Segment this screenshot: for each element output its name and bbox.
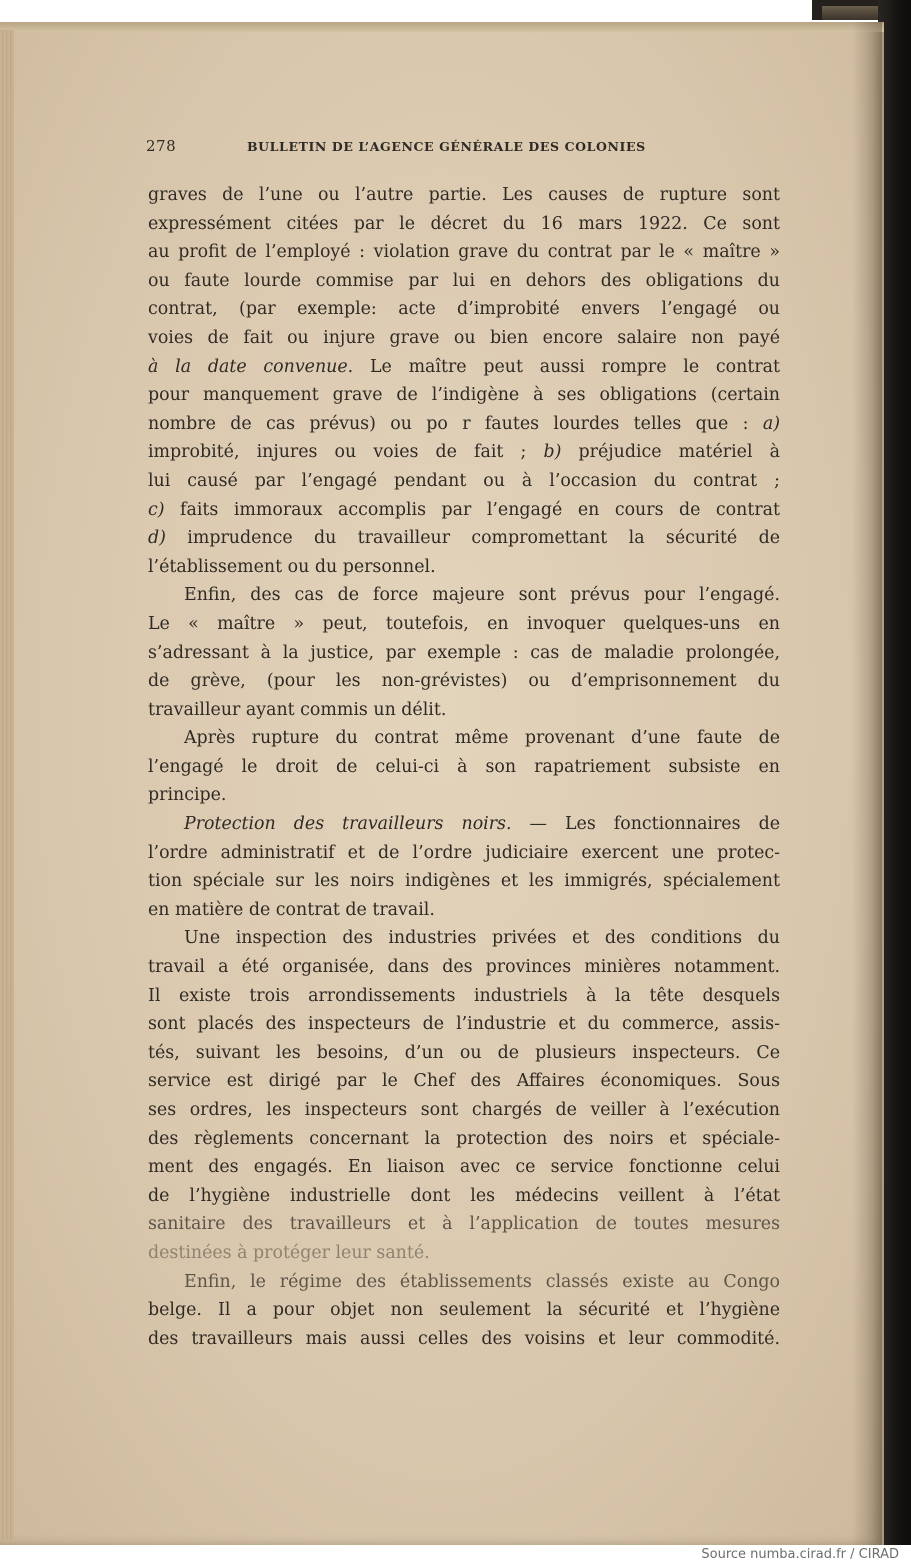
text-line: Enfin, le régime des établissements classés existe au Congo xyxy=(184,1271,780,1292)
text-line: service est dirigé par le Chef des Affaires économiques. Sous xyxy=(148,1071,780,1092)
source-credit: Source numba.cirad.fr / CIRAD xyxy=(701,1547,899,1562)
text-line xyxy=(148,496,780,525)
text-line: principe. xyxy=(148,785,227,806)
italic-run: b) xyxy=(543,442,562,463)
text-line: graves de l’une ou l’autre partie. Les causes de rupture sont xyxy=(148,185,780,205)
text-line: belge. Il a pour objet non seulement la sécurité et l’hygiène xyxy=(148,1300,780,1321)
text-run: improbité, injures ou voies de fait ; xyxy=(148,442,544,463)
italic-run: c) xyxy=(148,499,165,520)
text-line: ou faute lourde commise par lui en dehors des obligations du xyxy=(148,270,780,291)
page-edges-left xyxy=(0,30,14,1540)
text-line: contrat, (par exemple: acte d’improbité envers l’engagé ou xyxy=(148,299,780,320)
text-line: Après rupture du contrat même provenant d’une faute de xyxy=(184,728,780,749)
text-line: de grève, (pour les non-grévistes) ou d’emprisonnement du xyxy=(148,671,780,692)
text-line: tés, suivant les besoins, d’un ou de plusieurs inspecteurs. Ce xyxy=(148,1042,780,1063)
text-line: l’établissement ou du personnel. xyxy=(148,556,436,577)
italic-run: à la date convenue xyxy=(148,356,348,377)
text-run: préjudice matériel à xyxy=(561,442,780,463)
italic-run: d) xyxy=(148,528,166,549)
body-text xyxy=(148,181,780,1353)
text-line: voies de fait ou injure grave ou bien encore salaire non payé xyxy=(148,327,780,348)
text-line xyxy=(148,524,780,553)
text-line xyxy=(148,410,780,439)
page-number: 278 xyxy=(146,137,177,155)
page-edges-top xyxy=(0,22,884,32)
text-line: s’adressant à la justice, par exemple : cas de maladie prolongée, xyxy=(148,642,780,663)
text-run: nombre de cas prévus) ou po r fautes lourdes telles que : xyxy=(148,413,763,434)
page-spine-shadow xyxy=(852,22,882,1545)
text-line: ment des engagés. En liaison avec ce service fonctionne celui xyxy=(148,1157,780,1178)
text-line xyxy=(148,353,780,382)
running-head: BULLETIN DE L’AGENCE GÉNÉRALE DES COLONIES xyxy=(247,139,646,154)
text-line: Il existe trois arrondissements industriels à la tête desquels xyxy=(148,985,780,1006)
text-run: — Les fonctionnaires de xyxy=(511,814,780,835)
italic-run: a) xyxy=(762,413,780,434)
text-line: sont placés des inspecteurs de l’industrie et du commerce, assis- xyxy=(148,1014,780,1035)
text-line xyxy=(148,810,780,839)
text-line: ses ordres, les inspecteurs sont chargés de veiller à l’exécution xyxy=(148,1100,780,1120)
text-line: sanitaire des travailleurs et à l’application de toutes mesures xyxy=(148,1214,780,1235)
section-heading: Protection des travailleurs noirs. xyxy=(184,814,512,835)
text-run: . Le maître peut aussi rompre le contrat xyxy=(347,356,780,377)
text-line: des règlements concernant la protection des noirs et spéciale- xyxy=(148,1128,780,1149)
text-line xyxy=(148,438,780,467)
text-run: imprudence du travailleur compromettant la sécurité de xyxy=(165,528,780,549)
text-line: de l’hygiène industrielle dont les médecins veillent à l’état xyxy=(148,1185,780,1206)
text-line: en matière de contrat de travail. xyxy=(148,899,435,920)
text-line: expressément citées par le décret du 16 mars 1922. Ce sont xyxy=(148,213,780,234)
text-line: au profit de l’employé : violation grave du contrat par le « maître » xyxy=(148,242,780,263)
text-line: des travailleurs mais aussi celles des voisins et leur commodité. xyxy=(148,1328,780,1349)
text-line: travail a été organisée, dans des provinces minières notamment. xyxy=(148,957,780,978)
text-line: travailleur ayant commis un délit. xyxy=(148,699,447,720)
text-line: Enfin, des cas de force majeure sont prévus pour l’engagé. xyxy=(184,585,780,606)
text-line: l’ordre administratif et de l’ordre judiciaire exercent une protec- xyxy=(148,842,780,863)
text-line: pour manquement grave de l’indigène à ses obligations (certain xyxy=(148,385,780,406)
text-line: l’engagé le droit de celui-ci à son rapatriement subsiste en xyxy=(148,756,780,777)
text-line: tion spéciale sur les noirs indigènes et les immigrés, spécialement xyxy=(148,871,780,892)
text-line: Le « maître » peut, toutefois, en invoquer quelques-uns en xyxy=(148,613,780,634)
text-line: destinées à protéger leur santé. xyxy=(148,1242,430,1263)
text-line: lui causé par l’engagé pendant ou à l’occasion du contrat ; xyxy=(148,470,780,491)
text-run: faits immoraux accomplis par l’engagé en cours de contrat xyxy=(164,499,780,520)
text-line: Une inspection des industries privées et des conditions du xyxy=(184,928,780,949)
